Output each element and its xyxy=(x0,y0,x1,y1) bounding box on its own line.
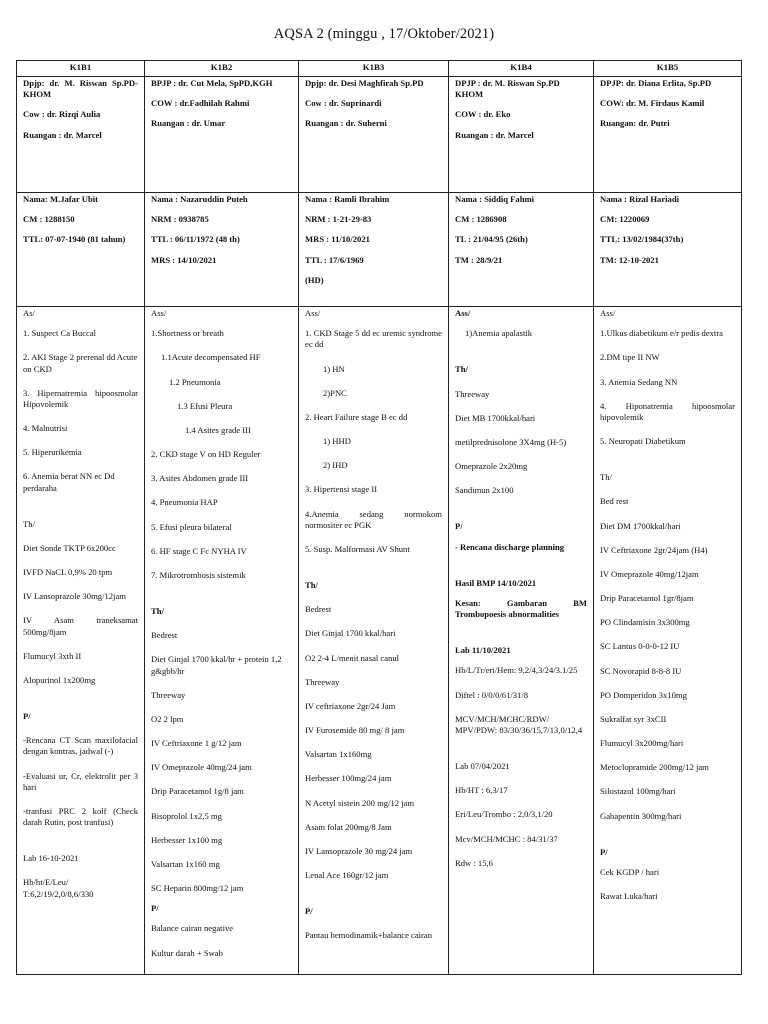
list-item: 1.2 Pneumonia xyxy=(169,376,221,387)
list-item: 5. Neuropati Diabetikum xyxy=(600,436,686,447)
k1b4-cow: COW : dr. Eko xyxy=(455,109,511,120)
header-k1b2: K1B2 xyxy=(145,61,299,77)
list-item: IV Furosemide 80 mg/ 8 jam xyxy=(305,725,405,736)
list-item: IV Asam traneksamat 500mg/8jam xyxy=(23,615,138,637)
list-item: Drip Paracetamol 1g/8 jam xyxy=(151,786,244,797)
list-item: 5. Susp. Malformasi AV Shunt xyxy=(305,543,410,554)
list-item: Balance cairan negative xyxy=(151,923,234,934)
k1b1-lab-line1: Hb/ht/E/Leu/ xyxy=(23,877,69,888)
list-item: N Acetyl sistein 200 mg/12 jam xyxy=(305,797,415,808)
list-item: - Rencana discharge planning xyxy=(455,541,565,552)
list-item: IV Ceftriaxone 1 g/12 jam xyxy=(151,738,242,749)
header-k1b4: K1B4 xyxy=(449,61,594,77)
list-item: Sukralfat syr 3xCII xyxy=(600,713,667,724)
list-item: PO Domperidon 3x10mg xyxy=(600,689,687,700)
k1b1-lab-line2: T:6,2/19/2,0/8,6/330 xyxy=(23,888,94,899)
k1b4-tm: TM : 28/9/21 xyxy=(455,254,503,265)
k1b3-patient xyxy=(299,193,449,307)
list-item: -Rencana CT Scan maxilofacial dengan kontras, jadwal (-) xyxy=(23,735,138,757)
list-item: Mcv/MCH/MCHC : 84/31/37 xyxy=(455,833,558,844)
k1b4-lab2-title: Lab 07/04/2021 xyxy=(455,761,510,772)
list-item: Cek KGDP / hari xyxy=(600,866,660,877)
list-item: IV ceftriaxone 2gr/24 Jam xyxy=(305,700,396,711)
list-item: PO Clindamisin 3x300mg xyxy=(600,617,690,628)
header-k1b3: K1B3 xyxy=(299,61,449,77)
list-item: SC Heparin 800mg/12 jam xyxy=(151,883,244,894)
k1b5-cm: CM: 1220069 xyxy=(600,214,650,225)
list-item: 3. Anemia Sedang NN xyxy=(600,376,678,387)
header-k1b5: K1B5 xyxy=(594,61,742,77)
k1b5-ass-label: Ass/ xyxy=(600,308,616,318)
list-item: Flumucyl 3x200mg/hari xyxy=(600,738,684,749)
k1b3-cow: Cow : dr. Suprinardi xyxy=(305,98,382,109)
list-item: 2)PNC xyxy=(323,387,347,398)
k1b2-nrm: NRM : 0938785 xyxy=(151,214,209,225)
list-item: Pantau hemodinamik+balance cairan xyxy=(305,930,433,941)
list-item: Flumucyl 3xth II xyxy=(23,650,82,661)
list-item: 1) HHD xyxy=(323,436,351,447)
k1b5-p-label: P/ xyxy=(600,846,608,857)
list-item: Threeway xyxy=(455,388,490,399)
list-item: 6. HF stage C Fc NYHA IV xyxy=(151,545,247,556)
list-item: IV Ceftriaxone 2gr/24jam (H4) xyxy=(600,544,708,555)
list-item: Herbesser 100mg/24 jam xyxy=(305,773,392,784)
k1b4-clinical xyxy=(449,307,594,975)
k1b3-hd: (HD) xyxy=(305,274,324,285)
list-item: Diftel : 0/0/0/61/31/8 xyxy=(455,689,529,700)
k1b4-dpjp: DPJP : dr. M. Riswan Sp.PD KHOM xyxy=(455,78,560,100)
k1b1-dpjp: Dpjp: dr. M. Riswan Sp.PD-KHOM xyxy=(23,78,138,100)
k1b2-ass-label: Ass/ xyxy=(151,308,167,318)
list-item: IV Lansoprazole 30mg/12jam xyxy=(23,591,126,602)
list-item: O2 2-4 L/menit nasal canul xyxy=(305,652,400,663)
k1b3-mrs: MRS : 11/10/2021 xyxy=(305,234,370,245)
k1b1-ttl: TTL: 07-07-1940 (81 tahun) xyxy=(23,234,126,245)
list-item: 2. CKD stage V on HD Reguler xyxy=(151,449,261,460)
list-item: IV Omeprazole 40mg/24 jam xyxy=(151,762,252,773)
list-item: 1.4 Asites grade III xyxy=(185,424,251,435)
k1b1-p-label: P/ xyxy=(23,711,31,722)
list-item: Bed rest xyxy=(600,496,629,507)
k1b3-ass-label: Ass/ xyxy=(305,308,321,318)
list-item: 5. Hiperurikemia xyxy=(23,447,82,458)
list-item: 1.3 Efusi Pleura xyxy=(177,400,233,411)
list-item: Threeway xyxy=(305,676,340,687)
list-item: 1.1Acute decompensated HF xyxy=(161,352,261,363)
k1b5-dpjp: DPJP: dr. Diana Erlita, Sp.PD xyxy=(600,78,712,88)
k1b1-cow: Cow : dr. Rizqi Aulia xyxy=(23,109,101,120)
k1b5-clinical xyxy=(594,307,742,975)
list-item: Diet Ginjal 1700 kkal/hari xyxy=(305,628,396,639)
list-item: -Evaluasi ur, Cr, elektrolit per 3 hari xyxy=(23,770,138,792)
k1b2-ruangan: Ruangan : dr. Umar xyxy=(151,118,226,129)
k1b3-ttl: TTL : 17/6/1969 xyxy=(305,254,364,265)
k1b2-clinical xyxy=(145,307,299,975)
k1b1-doctors xyxy=(17,77,145,193)
doctor-row xyxy=(17,77,742,193)
list-item: IVFD NaCL 0,9% 20 tpm xyxy=(23,567,113,578)
k1b1-nama: Nama: M.Jafar Ubit xyxy=(23,194,99,204)
patient-table xyxy=(16,60,742,975)
k1b3-p-label: P/ xyxy=(305,906,313,917)
header-row xyxy=(17,61,742,77)
list-item: 2) IHD xyxy=(323,460,348,471)
k1b1-th-label: Th/ xyxy=(23,518,35,529)
list-item: 7. Mikrotrombosis sistemik xyxy=(151,569,246,580)
list-item: 3. Hipernatremia hipoosmolar Hipovolemik xyxy=(23,387,138,409)
k1b4-p-label: P/ xyxy=(455,521,463,532)
k1b4-bmp-title: Hasil BMP 14/10/2021 xyxy=(455,577,537,588)
list-item: IV Lansoprazole 30 mg/24 jam xyxy=(305,845,413,856)
list-item: 2.DM tipe II NW xyxy=(600,352,660,363)
k1b3-nrm: NRM : 1-21-29-83 xyxy=(305,214,372,225)
k1b1-patient xyxy=(17,193,145,307)
k1b2-ttl: TTL : 06/11/1972 (48 th) xyxy=(151,234,240,245)
list-item: O2 2 lpm xyxy=(151,713,184,724)
k1b2-patient xyxy=(145,193,299,307)
k1b1-clinical xyxy=(17,307,145,975)
k1b5-doctors xyxy=(594,77,742,193)
list-item: Metoclopramide 200mg/12 jam xyxy=(600,762,709,773)
list-item: SC Lantus 0-0-0-12 IU xyxy=(600,641,680,652)
k1b4-cm: CM : 1286908 xyxy=(455,214,507,225)
list-item: Rdw : 15,6 xyxy=(455,857,493,868)
k1b1-ruangan: Ruangan : dr. Marcel xyxy=(23,129,102,140)
patient-row xyxy=(17,193,742,307)
list-item: Threeway xyxy=(151,689,186,700)
k1b4-ruangan: Ruangan : dr. Marcel xyxy=(455,129,534,140)
list-item: Valsartan 1x160 mg xyxy=(151,858,220,869)
k1b2-dpjp: BPJP : dr. Cut Mela, SpPD,KGH xyxy=(151,78,273,88)
list-item: Hb/L/Tr/eri/Hem: 9,2/4,3/24/3.1/25 xyxy=(455,665,578,676)
list-item: Eri/Leu/Trombo : 2,0/3,1/20 xyxy=(455,809,553,820)
clinical-row xyxy=(17,307,742,975)
k1b3-dpjp: Dpjp: dr. Desi Maghfirah Sp.PD xyxy=(305,78,424,88)
list-item: 3. Hipertensi stage II xyxy=(305,484,378,495)
list-item: Lenal Ace 160gr/12 jam xyxy=(305,870,389,881)
list-item: Asam folat 200mg/8 Jam xyxy=(305,821,392,832)
k1b5-patient xyxy=(594,193,742,307)
k1b2-th-label: Th/ xyxy=(151,606,164,617)
k1b5-ruangan: Ruangan: dr. Putri xyxy=(600,118,670,129)
k1b4-tl: TL : 21/04/95 (26th) xyxy=(455,234,528,245)
list-item: 2. AKI Stage 2 prerenal dd Acute on CKD xyxy=(23,352,138,374)
list-item: Diet Sonde TKTP 6x200cc xyxy=(23,542,116,553)
k1b2-p-label: P/ xyxy=(151,903,159,914)
k1b4-th-label: Th/ xyxy=(455,364,468,375)
k1b5-tm: TM: 12-10-2021 xyxy=(600,254,659,265)
k1b2-cow: COW : dr.Fadhilah Rahmi xyxy=(151,98,250,109)
k1b3-clinical xyxy=(299,307,449,975)
k1b2-doctors xyxy=(145,77,299,193)
list-item: metilprednisolone 3X4mg (H-5) xyxy=(455,436,567,447)
list-item: 1. CKD Stage 5 dd ec uremic syndrome ec dd xyxy=(305,328,442,350)
list-item: 4. Pneumonia HAP xyxy=(151,497,218,508)
k1b3-doctors xyxy=(299,77,449,193)
k1b2-mrs: MRS : 14/10/2021 xyxy=(151,254,217,265)
list-item: Sandimun 2x100 xyxy=(455,485,514,496)
k1b3-th-label: Th/ xyxy=(305,580,318,591)
list-item: Herbesser 1x100 mg xyxy=(151,834,223,845)
list-item: Rawat Luka/hari xyxy=(600,891,658,902)
list-item: Bisoprolol 1x2,5 mg xyxy=(151,810,222,821)
k1b4-nama: Nama : Siddiq Fahmi xyxy=(455,194,535,204)
list-item: 1. Suspect Ca Buccal xyxy=(23,328,97,339)
list-item: MCV/MCH/MCHC/RDW/ MPV/PDW: 83/30/36/15,7/13,0/12,4 xyxy=(455,713,583,735)
list-item: Drip Paracetamol 1gr/8jam xyxy=(600,593,694,604)
k1b5-th-label: Th/ xyxy=(600,472,612,483)
list-item: 4. Hiponatremia hipoosmolar hipovolemik xyxy=(600,400,735,422)
list-item: Kultur darah + Swab xyxy=(151,947,223,958)
list-item: 4.Anemia sedang normokom normositer ec PGK xyxy=(305,508,442,530)
k1b4-lab1-title: Lab 11/10/2021 xyxy=(455,645,511,656)
list-item: Hb/HT : 6,3/17 xyxy=(455,785,508,796)
list-item: 6. Anemia berat NN ec Dd perdaraha xyxy=(23,471,115,493)
k1b5-nama: Nama : Rizal Hariadi xyxy=(600,194,680,204)
header-k1b1: K1B1 xyxy=(17,61,145,77)
list-item: 5. Efusi pleura bilateral xyxy=(151,521,232,532)
document-title: AQSA 2 (minggu , 17/Oktober/2021) xyxy=(273,26,495,42)
k1b4-ass-label: Ass/ xyxy=(455,308,471,318)
list-item: Bedrest xyxy=(305,604,332,615)
list-item: IV Omeprazole 40mg/12jam xyxy=(600,568,699,579)
list-item: SC Novorapid 8-8-8 IU xyxy=(600,665,682,676)
list-item: Bedrest xyxy=(151,630,178,641)
list-item: Omeprazole 2x20mg xyxy=(455,461,528,472)
list-item: 1.Shortness or breath xyxy=(151,328,224,339)
k1b2-nama: Nama : Nazaruddin Puteh xyxy=(151,194,248,204)
k1b4-patient xyxy=(449,193,594,307)
list-item: Diet Ginjal 1700 kkal/hr + protein 1,2 g&gbb/hr xyxy=(151,654,282,676)
k1b5-cow: COW: dr. M. Firdaus Kamil xyxy=(600,98,705,109)
list-item: 3. Asites Abdomen grade III xyxy=(151,473,249,484)
k1b4-doctors xyxy=(449,77,594,193)
k1b5-ttl: TTL: 13/02/1984(37th) xyxy=(600,234,684,245)
list-item: Valsartan 1x160mg xyxy=(305,749,372,760)
list-item: Diet DM 1700kkal/hari xyxy=(600,520,681,531)
k1b1-lab-date: Lab 16-10-2021 xyxy=(23,853,79,864)
k1b3-nama: Nama : Ramli Ibrahim xyxy=(305,194,390,204)
list-item: 1.Ulkus diabetikum e/r pedis dextra xyxy=(600,328,723,339)
list-item: 4. Malnutrisi xyxy=(23,423,68,434)
k1b4-bmp-kesan: Kesan: Gambaran BM Trombopoesis abnormalities xyxy=(455,597,587,620)
list-item: -tranfusi PRC 2 kolf (Check darah Rutin, post tranfusi) xyxy=(23,805,138,828)
list-item: 1) HN xyxy=(323,363,345,374)
list-item: Alopurinol 1x200mg xyxy=(23,674,96,685)
list-item: 1)Anemia apalastik xyxy=(465,328,533,339)
list-item: 2. Heart Failure stage B ec dd xyxy=(305,411,408,422)
k1b1-cm: CM : 1288150 xyxy=(23,214,75,225)
k1b1-ass-label: As/ xyxy=(23,308,35,318)
list-item: Diet MB 1700kkal/hari xyxy=(455,412,536,423)
list-item: Gabapentin 300mg/hari xyxy=(600,810,682,821)
k1b3-ruangan: Ruangan : dr. Suherni xyxy=(305,118,387,129)
list-item: Silostazol 100mg/hari xyxy=(600,786,676,797)
